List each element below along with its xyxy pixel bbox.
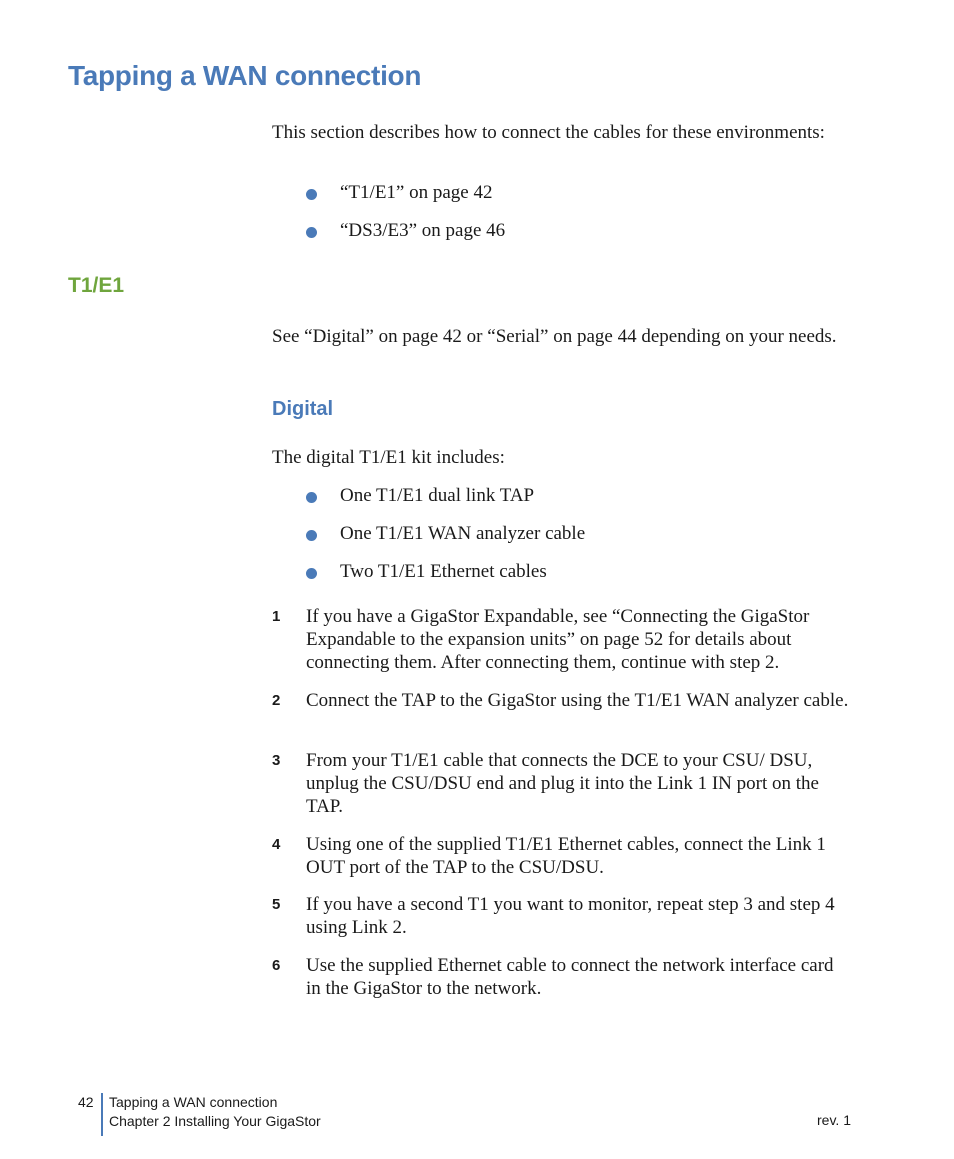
- step-text: If you have a second T1 you want to monitor, repeat step 3 and step 4 using Link 2.: [306, 894, 835, 938]
- bullet-icon: [306, 227, 317, 238]
- section-heading-t1e1: T1/E1: [68, 274, 125, 297]
- step-number: 1: [272, 608, 281, 625]
- step-text: From your T1/E1 cable that connects the DCE to your CSU/ DSU, unplug the CSU/DSU end and plug it into the Link 1 IN port on the TAP.: [306, 750, 819, 817]
- bullet-icon: [306, 530, 317, 541]
- step-number: 2: [272, 692, 281, 709]
- footer-section: Tapping a WAN connection: [109, 1094, 278, 1110]
- kit-intro: The digital T1/E1 kit includes:: [272, 447, 505, 468]
- subsection-heading-digital: Digital: [272, 398, 334, 420]
- bullet-icon: [306, 492, 317, 503]
- step-number: 3: [272, 752, 281, 769]
- kit-item-text: One T1/E1 WAN analyzer cable: [340, 523, 586, 544]
- step-number: 4: [272, 836, 281, 853]
- link-t1e1[interactable]: “T1/E1” on page 42: [340, 182, 493, 203]
- step-text: Use the supplied Ethernet cable to connect the network interface card in the GigaStor to the network.: [306, 955, 834, 999]
- step-text: If you have a GigaStor Expandable, see “Connecting the GigaStor Expandable to the expansion units” on page 52 for details about connecting them. After connecting them, continue with step 2.: [306, 606, 810, 673]
- t1e1-paragraph: See “Digital” on page 42 or “Serial” on page 44 depending on your needs.: [272, 326, 837, 347]
- link-ds3e3[interactable]: “DS3/E3” on page 46: [340, 220, 506, 241]
- kit-item-text: Two T1/E1 Ethernet cables: [340, 561, 547, 582]
- step-text: Connect the TAP to the GigaStor using the T1/E1 WAN analyzer cable.: [306, 690, 849, 711]
- step-text: Using one of the supplied T1/E1 Ethernet cables, connect the Link 1 OUT port of the TAP to the CSU/DSU.: [306, 834, 826, 878]
- page-title: Tapping a WAN connection: [68, 60, 422, 91]
- footer-chapter: Chapter 2 Installing Your GigaStor: [109, 1113, 321, 1129]
- bullet-icon: [306, 189, 317, 200]
- page-number: 42: [78, 1094, 94, 1110]
- step-number: 6: [272, 957, 281, 974]
- bullet-icon: [306, 568, 317, 579]
- step-number: 5: [272, 896, 281, 913]
- footer-revision: rev. 1: [817, 1112, 851, 1128]
- footer-divider: [101, 1093, 103, 1136]
- kit-item-text: One T1/E1 dual link TAP: [340, 485, 535, 506]
- intro-paragraph: This section describes how to connect the cables for these environments:: [272, 122, 825, 143]
